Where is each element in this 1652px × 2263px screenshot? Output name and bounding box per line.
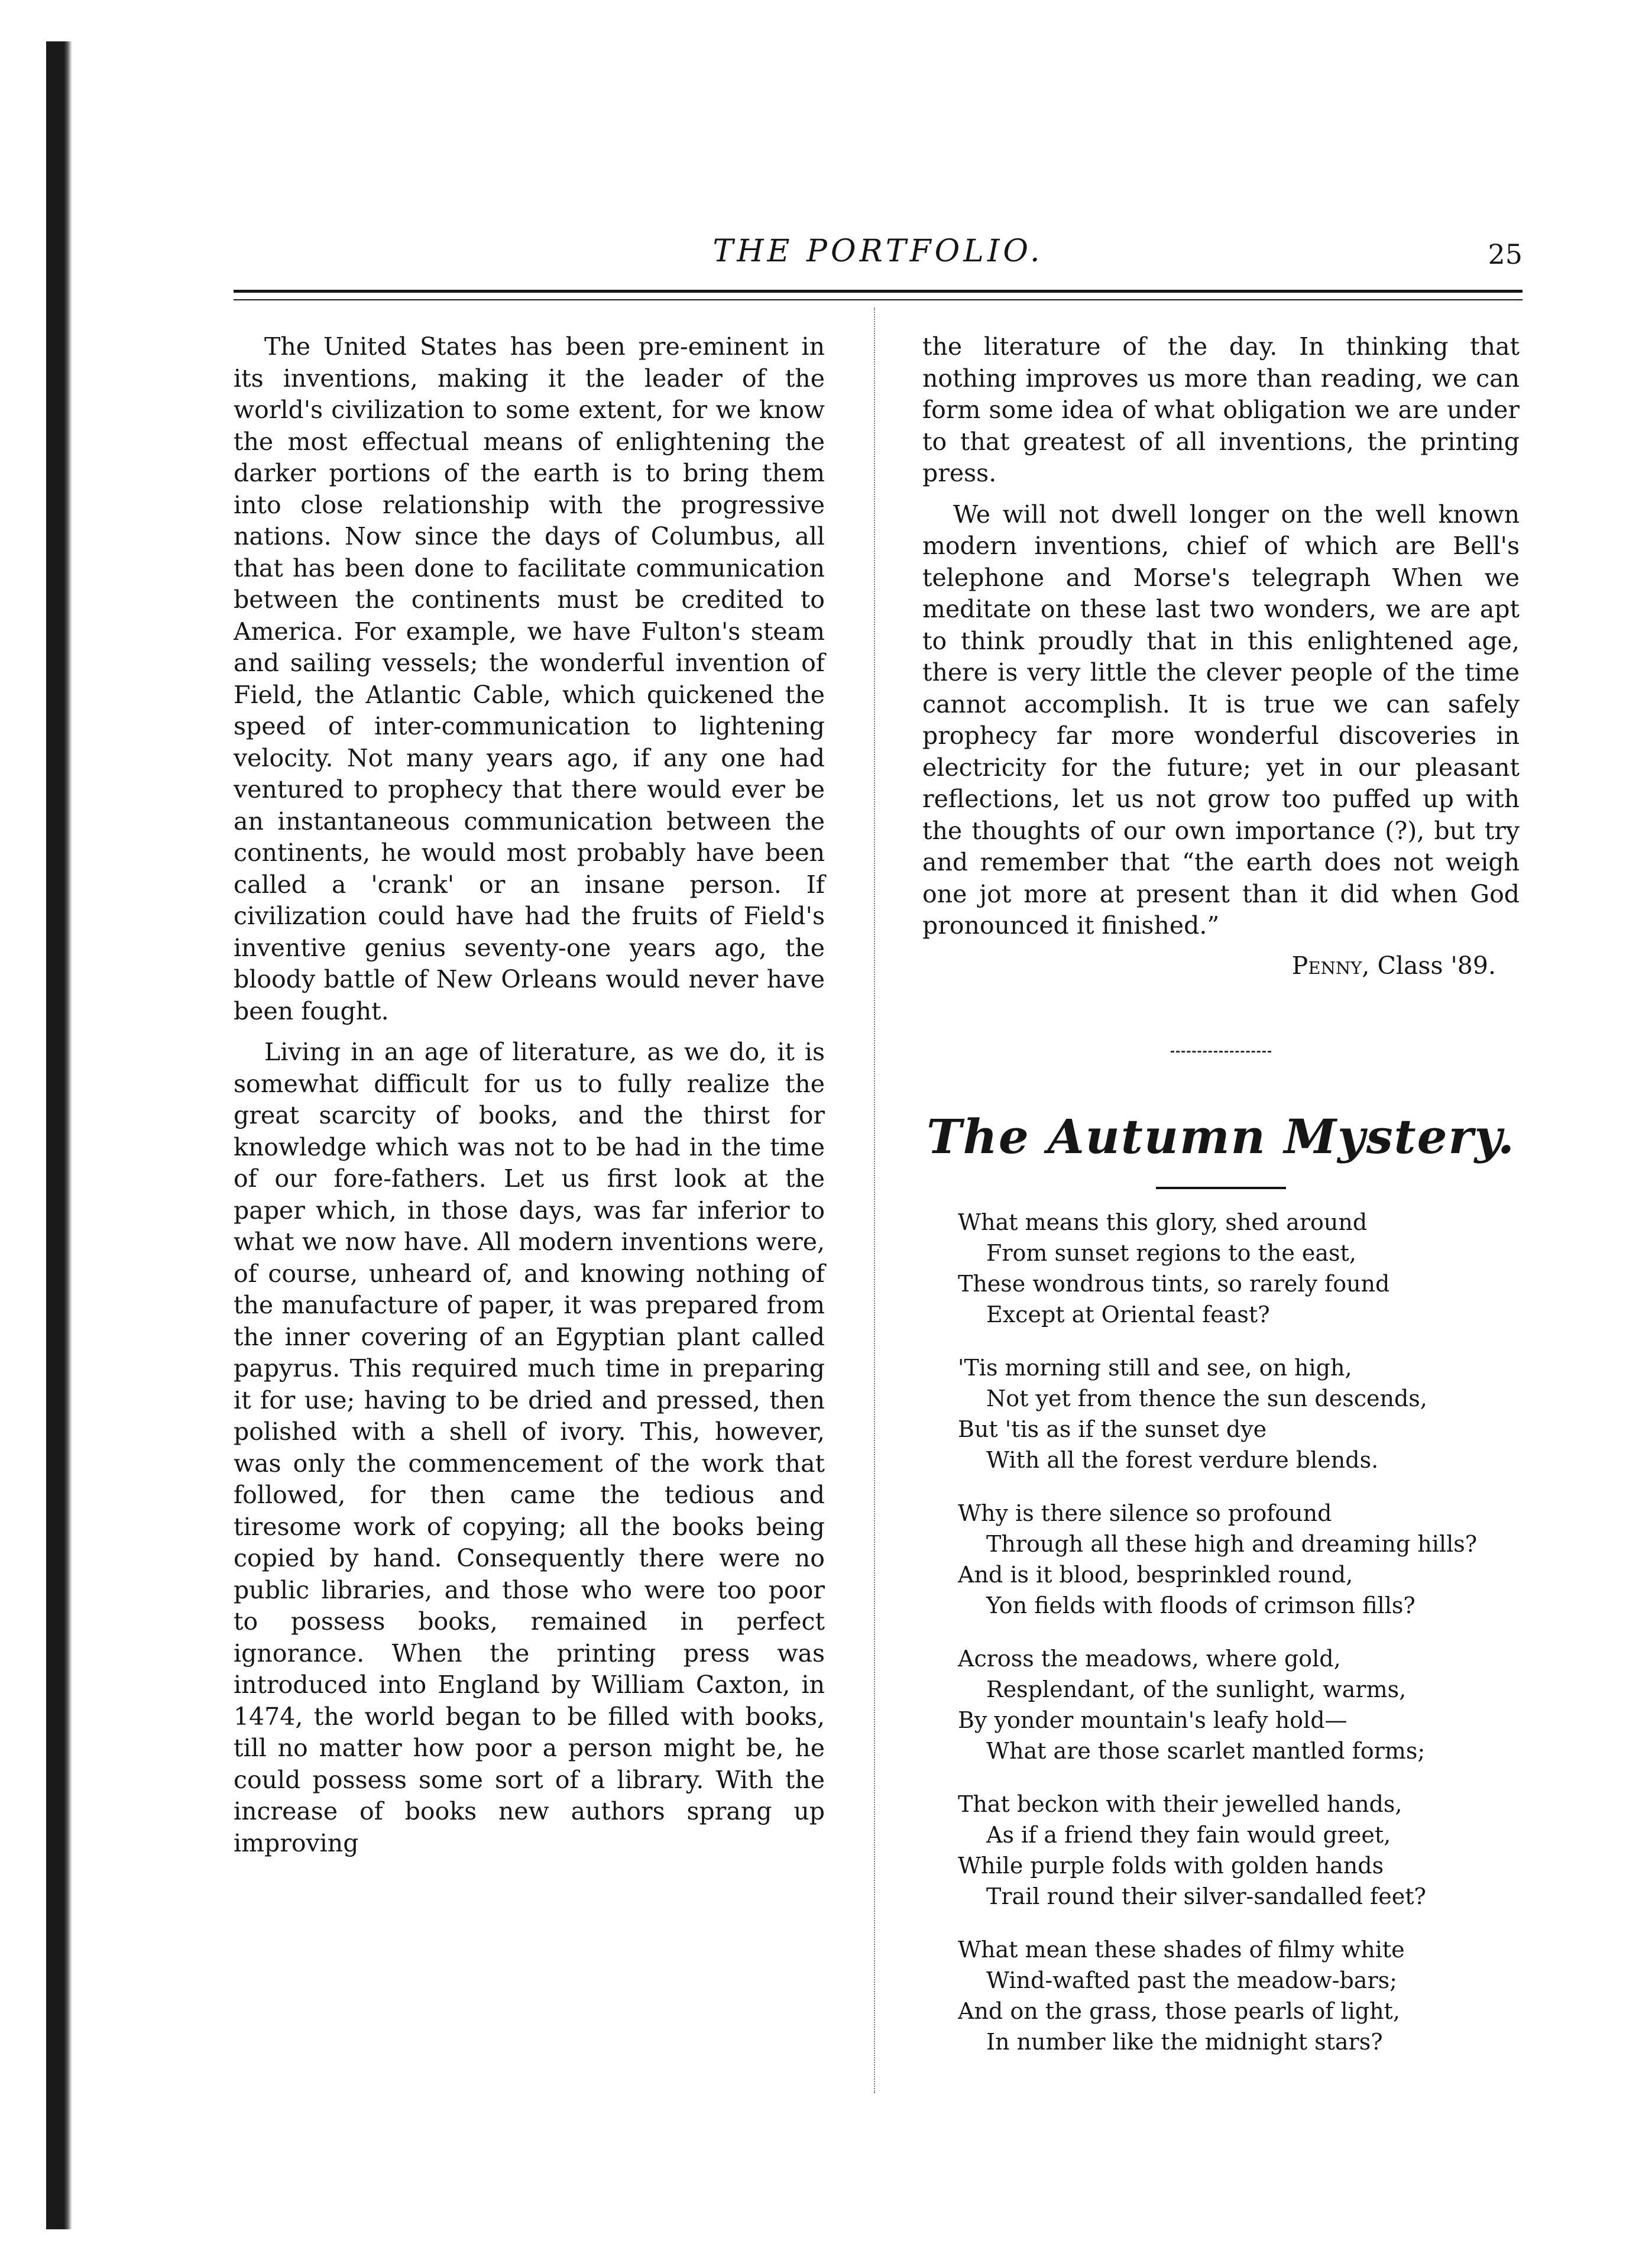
poem-title-rule [1156, 1187, 1286, 1189]
poem-line: Not yet from thence the sun descends, [986, 1385, 1427, 1411]
poem-line: 'Tis morning still and see, on high, [958, 1354, 1352, 1381]
poem-line: These wondrous tints, so rarely found [958, 1270, 1390, 1297]
poem-stanza [958, 1352, 1520, 1475]
page-number: 25 [1488, 238, 1523, 270]
essay-paragraph-2: Living in an age of literature, as we do, it is somewhat difficult for us to fully realize the great scarcity of books, and the thirst for knowledge which was not to be had in the time of our fore-fathers. Let us first look at the paper which, in those days, was far inferior to what we now have. All modern inventions were, of course, unheard of, and knowing nothing of the manufacture of paper, it was prepared from the inner covering of an Egyptian plant called papyrus. This required much time in preparing it for use; having to be dried and pressed, then polished with a shell of ivory. This, however, was only the commencement of the work that followed, for then came the tedious and tiresome work of copying; all the books being copied by hand. Consequently there were no public libraries, and those who were too poor to possess books, remained in perfect ignorance. When the printing press was introduced into England by William Caxton, in 1474, the world began to be filled with books, till no matter how poor a person might be, he could possess some sort of a library. With the increase of books new authors sprang up improving [234, 1038, 825, 1857]
poem-line: In number like the midnight stars? [986, 2028, 1383, 2055]
poem-line: As if a friend they fain would greet, [986, 1821, 1391, 1848]
poem-line: Through all these high and dreaming hills? [986, 1530, 1478, 1557]
poem-line: What means this glory, shed around [958, 1209, 1368, 1235]
essay-paragraph-3: We will not dwell longer on the well known modern inventions, chief of which are Bell's telephone and Morse's telegraph When we meditate on these last two wonders, we are apt to think proudly that in this enlightened age, there is very little the clever people of the time cannot accomplish. It is true we can safely prophecy far more wonderful discoveries in electricity for the future; yet in our pleasant reflections, let us not grow too puffed up with the thoughts of our own importance (?), but try and remember that “the earth does not weigh one jot more at present than it did when God pronounced it finished.” [922, 500, 1520, 940]
section-divider [1171, 1051, 1271, 1053]
author-signature [922, 951, 1496, 980]
poem-line: And is it blood, besprinkled round, [958, 1561, 1353, 1588]
poem-line: Yon fields with floods of crimson fills? [986, 1592, 1415, 1618]
poem-stanza [958, 1643, 1520, 1766]
poem-stanza [958, 1934, 1520, 2057]
author-class: , Class '89. [1362, 951, 1496, 980]
binding-edge [46, 41, 72, 2229]
poem-line: That beckon with their jewelled hands, [958, 1791, 1402, 1817]
poem-line: Trail round their silver-sandalled feet? [986, 1883, 1426, 1909]
poem-line: And on the grass, those pearls of light, [958, 1997, 1400, 2024]
poem-title: The Autumn Mystery. [927, 1108, 1515, 1164]
poem [922, 1207, 1520, 2057]
poem-line: By yonder mountain's leafy hold— [958, 1707, 1347, 1733]
poem-stanza [958, 1207, 1520, 1330]
poem-line: While purple folds with golden hands [958, 1852, 1384, 1879]
poem-stanza [958, 1498, 1520, 1621]
right-column [922, 331, 1520, 2080]
column-divider [874, 307, 875, 2093]
poem-line: Wind-wafted past the meadow-bars; [986, 1967, 1397, 1993]
poem-line: What mean these shades of filmy white [958, 1936, 1405, 1963]
poem-line: Across the meadows, where gold, [958, 1645, 1341, 1672]
poem-line: From sunset regions to the east, [986, 1239, 1356, 1266]
poem-line: With all the forest verdure blends. [986, 1446, 1379, 1473]
header-rule [234, 290, 1523, 300]
poem-line: But 'tis as if the sunset dye [958, 1416, 1267, 1442]
poem-line: What are those scarlet mantled forms; [986, 1737, 1426, 1764]
essay-paragraph-2-continued: the literature of the day. In thinking that nothing improves us more than reading, we can form some idea of what obligation we are under to that greatest of all inventions, the printing press. [922, 332, 1520, 487]
poem-line: Resplendant, of the sunlight, warms, [986, 1676, 1407, 1702]
page-header [234, 234, 1523, 287]
essay-paragraph-1: The United States has been pre-eminent in its inventions, making it the leader of the world's civilization to some extent, for we know the most effectual means of enlightening the darker portions of the earth is to bring them into close relationship with the progressive nations. Now since the days of Columbus, all that has been done to facilitate communication between the continents must be credited to America. For example, we have Fulton's steam and sailing vessels; the wonderful invention of Field, the Atlantic Cable, which quickened the speed of inter-communication to lightening velocity. Not many years ago, if any one had ventured to prophecy that there would ever be an instantaneous communication between the continents, he would most probably have been called a 'crank' or an insane person. If civilization could have had the fruits of Field's inventive genius seventy-one years ago, the bloody battle of New Orleans would never have been fought. [234, 332, 825, 1025]
left-column [234, 331, 825, 1869]
poem-line: Except at Oriental feast? [986, 1301, 1270, 1328]
running-title: THE PORTFOLIO. [712, 234, 1044, 269]
poem-line: Why is there silence so profound [958, 1500, 1332, 1526]
author-name: Penny [1291, 951, 1362, 980]
poem-stanza [958, 1789, 1520, 1912]
